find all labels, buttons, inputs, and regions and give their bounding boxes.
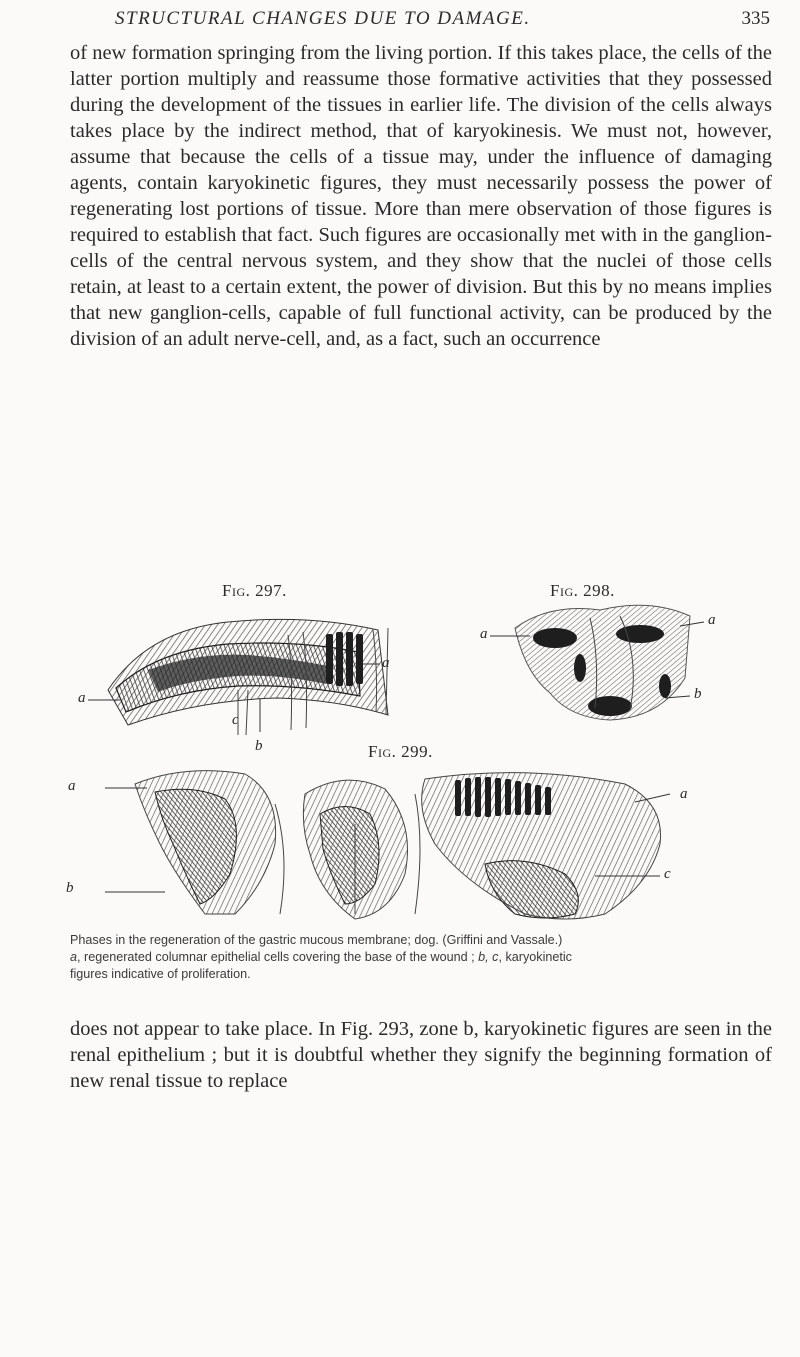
running-head-title: STRUCTURAL CHANGES DUE TO DAMAGE. [115,8,531,29]
fig-299-letter-a-right: a [680,786,688,802]
fig-298-label: Fig. 298. [550,581,615,600]
fig-298-letter-a-right: a [708,612,716,628]
fig-298-engraving [490,598,715,738]
caption-line-3: figures indicative of proliferation. [70,967,251,981]
caption-letters-bc: b, c [478,950,499,964]
fig-297-letter-b: b [255,738,263,754]
fig-297-letter-a-right: a [382,655,390,671]
fig-297-engraving [88,600,458,740]
fig-299-label: Fig. 299. [368,742,433,761]
fig-297-letter-c: c [232,712,239,728]
figure-caption [70,932,772,983]
caption-line-1: Phases in the regeneration of the gastric mucous membrane; dog. (Griffini and Vassale.) [70,933,563,947]
fig-297-letter-a-left: a [78,690,86,706]
fig-299-letter-c: c [664,866,671,882]
caption-text-1: , regenerated columnar epithelial cells covering the base of the wound ; [77,950,479,964]
fig-298-letter-b: b [694,686,702,702]
fig-297-label: Fig. 297. [222,581,287,600]
page-number: 335 [741,8,770,29]
fig-299-letter-b: b [66,880,74,896]
fig-299-letter-a-left: a [68,778,76,794]
caption-line-2 [70,949,772,966]
caption-letter-a: a [70,950,78,964]
running-head [70,8,770,38]
body-paragraph-bottom: does not appear to take place. In Fig. 293, zone b, karyokinetic figures are seen in the renal epithelium ; but it is doubtful whether they signify the beginning formation of new renal tissue to replace [70,1018,772,1092]
fig-299-engraving [105,764,745,924]
caption-text-2: , karyokinetic [498,950,572,964]
fig-298-letter-a-left: a [480,626,488,642]
body-paragraph-top: of new formation springing from the living portion. If this takes place, the cells of the latter portion multiply and reassume those formative activities that they possessed during the development of the tissues in earlier life. The division of the cells always takes place by the indirect method, that of karyokinesis. We must not, however, assume that because the cells of a tissue may, under the influence of damaging agents, contain karyokinetic figures, they must necessarily possess the power of regenerating lost portions of tissue. More than mere observation of those figures is required to establish that fact. Such figures are occasionally met with in the ganglion-cells of the central nervous system, and they show that the nuclei of those cells retain, at least to a certain extent, the power of division. But this by no means implies that new ganglion-cells, capable of full functional activity, can be produced by the division of an adult nerve-cell, and, as a fact, such an occurrence [70,42,772,350]
